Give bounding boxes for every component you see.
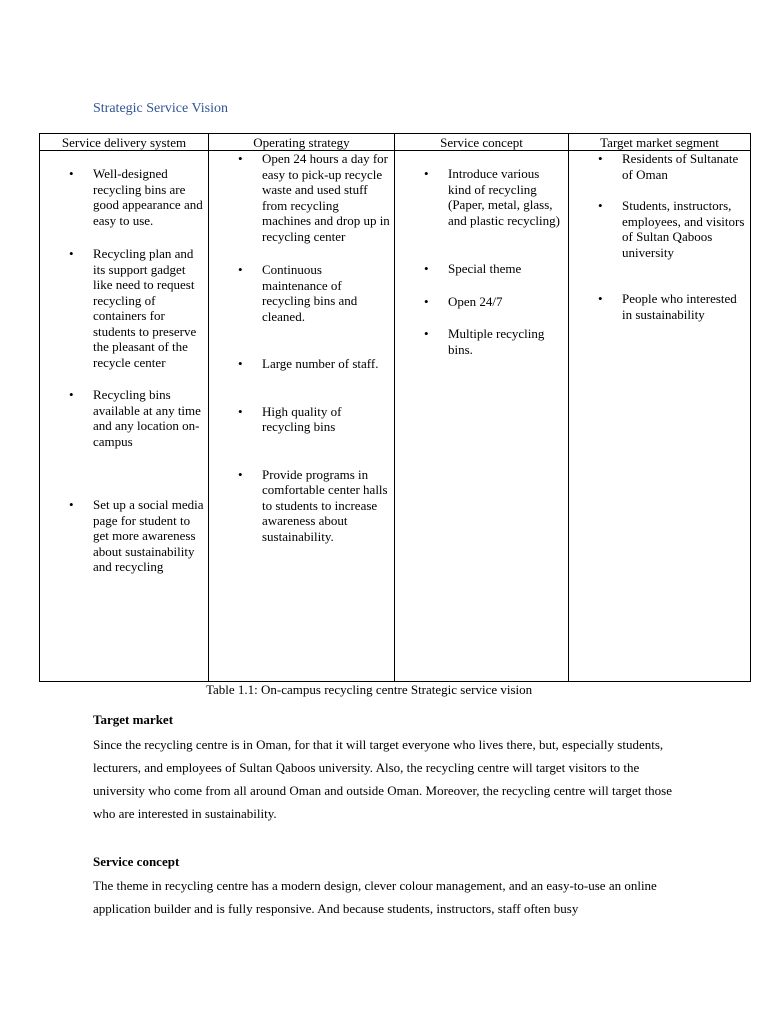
list-item: • Students, instructors, employees, and visitors of Sultan Qaboos university <box>569 198 750 260</box>
section-heading: Strategic Service Vision <box>93 101 228 116</box>
target-market-title: Target market <box>93 712 174 727</box>
table-caption: Table 1.1: On-campus recycling centre Strategic service vision <box>206 682 533 697</box>
list-item: • Introduce various kind of recycling (Paper, metal, glass, and plastic recycling) <box>395 166 568 228</box>
target-market-cell <box>569 151 751 682</box>
service-concept-title: Service concept <box>93 854 180 869</box>
service-concept-paragraph: The theme in recycling centre has a modern design, clever colour management, and an easy-to-use an online application builder and is fully responsive. And because students, instructors, staff often busy <box>93 878 657 916</box>
list-item: • Set up a social media page for student to get more awareness about sustainability and recycling <box>40 497 208 575</box>
column-header-service-concept: Service concept <box>395 134 569 151</box>
list-item: • High quality of recycling bins <box>209 404 394 435</box>
service-delivery-cell <box>40 151 209 682</box>
column-header-target-market: Target market segment <box>569 134 751 151</box>
list-item: • Open 24/7 <box>395 294 568 310</box>
list-item: • People who interested in sustainability <box>569 291 750 322</box>
column-header-operating-strategy: Operating strategy <box>209 134 395 151</box>
column-header-service-delivery: Service delivery system <box>40 134 209 151</box>
list-item: • Special theme <box>395 261 568 277</box>
list-item: • Recycling plan and its support gadget like need to request recycling of containers for students to preserve the pleasant of the recycle center <box>40 246 208 370</box>
list-item: • Multiple recycling bins. <box>395 326 568 357</box>
target-market-paragraph: Since the recycling centre is in Oman, for that it will target everyone who lives there, but, especially students, lecturers, and employees of Sultan Qaboos university. Also, the recycling centre will target visitors to the university who come from all around Oman and outside Oman. Moreover, the recycling centre will target those who are interested in sustainability. <box>93 737 673 821</box>
list-item: • Large number of staff. <box>209 356 394 372</box>
list-item: • Recycling bins available at any time and any location on-campus <box>40 387 208 449</box>
operating-strategy-cell <box>209 151 395 682</box>
list-item: • Open 24 hours a day for easy to pick-up recycle waste and used stuff from recycling machines and drop up in recycling center <box>209 151 394 244</box>
strategic-service-vision-table <box>39 133 751 682</box>
list-item: • Well-designed recycling bins are good appearance and easy to use. <box>40 166 208 228</box>
list-item: • Continuous maintenance of recycling bins and cleaned. <box>209 262 394 324</box>
list-item: • Provide programs in comfortable center halls to students to increase awareness about sustainability. <box>209 467 394 545</box>
list-item: • Residents of Sultanate of Oman <box>569 151 750 182</box>
service-concept-cell <box>395 151 569 682</box>
